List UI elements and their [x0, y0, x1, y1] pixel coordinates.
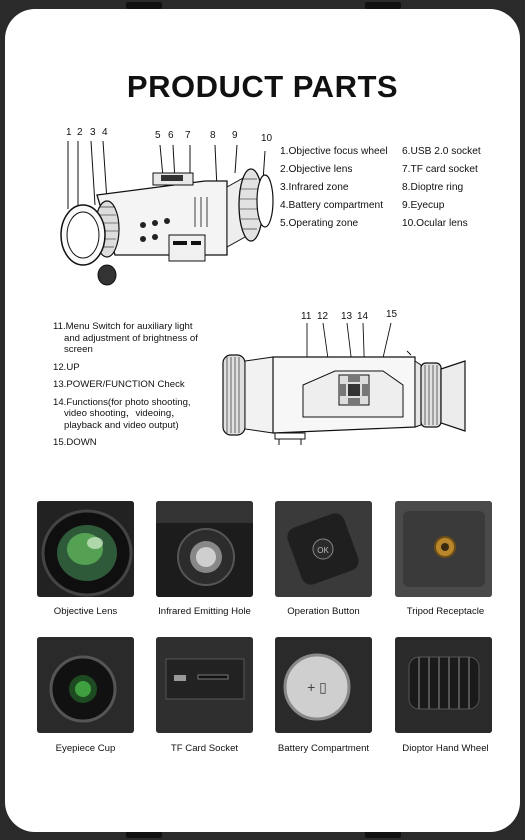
callout-number: 1	[66, 127, 72, 138]
legend-item: 2.Objective lens	[280, 164, 353, 175]
description-item	[53, 362, 198, 374]
callout-number: 6	[168, 130, 174, 141]
callout-number: 14	[357, 311, 369, 322]
callout-number: 5	[155, 130, 161, 141]
callout-number: 4	[102, 127, 108, 138]
battery-compartment-photo	[275, 637, 372, 733]
product-card	[5, 9, 520, 832]
callout-number: 3	[90, 127, 96, 138]
svg-text:OK: OK	[317, 546, 329, 555]
legend-item: 5.Operating zone	[280, 218, 359, 229]
objective-lens-photo	[37, 501, 134, 597]
infrared-hole-photo	[156, 501, 253, 597]
dioptor-wheel-photo	[395, 637, 492, 733]
description-line: 15.DOWN	[53, 437, 97, 448]
photo-caption: Battery Compartment	[277, 743, 370, 754]
description-item	[53, 397, 198, 432]
description-line: 14.Functions(for photo shooting,	[53, 396, 191, 408]
frame-clip	[126, 2, 162, 9]
callout-number: 10	[261, 133, 273, 144]
callout-number: 2	[77, 127, 83, 138]
description-line: 13.POWER/FUNCTION Check	[53, 379, 185, 390]
description-line: 12.UP	[53, 361, 80, 373]
description-line: 11.Menu Switch for auxiliary light	[53, 321, 193, 332]
description-item	[53, 321, 198, 356]
callout-number: 8	[210, 130, 216, 141]
eyepiece-cup-photo	[37, 637, 134, 733]
photo-caption: TF Card Socket	[170, 743, 239, 754]
photo-caption: Infrared Emitting Hole	[158, 606, 251, 617]
legend-right	[402, 143, 481, 233]
legend-item: 4.Battery compartment	[280, 200, 384, 211]
callout-number: 11	[301, 311, 312, 322]
legend-item: 3.Infrared zone	[280, 182, 349, 193]
description-line: playback and video output)	[64, 419, 179, 431]
callout-number: 9	[232, 130, 238, 141]
control-descriptions	[53, 321, 198, 455]
frame-clip	[365, 2, 401, 9]
callout-number: 12	[317, 311, 329, 322]
description-line: and adjustment of brightness of	[64, 332, 198, 344]
photo-caption: Tripod Receptacle	[406, 606, 485, 617]
photo-caption: Eyepiece Cup	[55, 743, 116, 754]
legend-item: 6.USB 2.0 socket	[402, 146, 481, 157]
photo-caption: Dioptor Hand Wheel	[402, 743, 489, 754]
callout-number: 13	[341, 311, 353, 322]
svg-text:+ ▯: + ▯	[307, 679, 327, 695]
legend-item: 10.Ocular lens	[402, 218, 468, 229]
legend-item: 9.Eyecup	[402, 200, 445, 211]
frame-clip	[126, 831, 162, 838]
legend-left	[280, 143, 388, 233]
photo-caption: Operation Button	[287, 606, 360, 617]
legend-item: 8.Dioptre ring	[402, 182, 464, 193]
tf-card-socket-photo	[156, 637, 253, 733]
photo-caption: Objective Lens	[53, 606, 118, 617]
description-item	[53, 437, 198, 449]
tripod-receptacle-photo	[395, 501, 492, 597]
page-title: PRODUCT PARTS	[126, 69, 399, 104]
operation-button-photo	[275, 501, 372, 597]
description-line: video shooting，videoing，	[64, 408, 181, 419]
frame-clip	[365, 831, 401, 838]
description-item	[53, 379, 198, 391]
legend-item: 1.Objective focus wheel	[280, 146, 388, 157]
device-top-diagram	[215, 321, 475, 456]
callout-number: 7	[185, 130, 191, 141]
legend-item: 7.TF card socket	[402, 164, 478, 175]
callout-number: 15	[386, 309, 398, 320]
description-line: screen	[64, 344, 93, 355]
device-side-diagram	[45, 137, 275, 297]
